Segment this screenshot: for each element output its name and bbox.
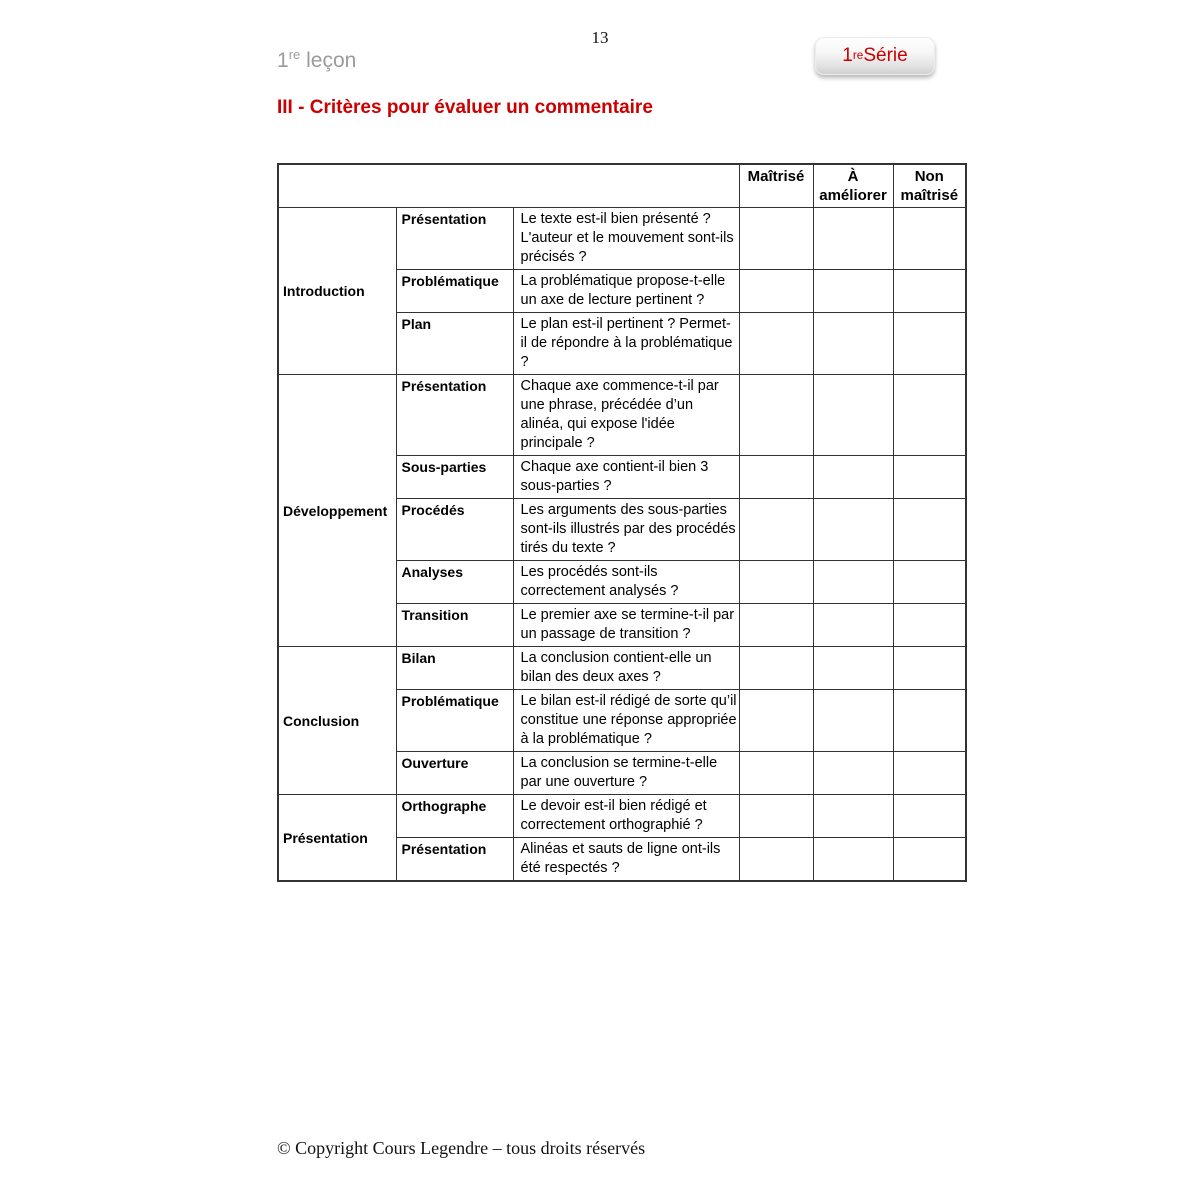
mark-cell-non-maitrise <box>893 208 966 270</box>
criterion-question: La problématique propose-t-elle un axe de lecture pertinent ? <box>513 270 739 313</box>
criterion-question: Chaque axe commence-t-il par une phrase, précédée d’un alinéa, qui expose l'idée principale ? <box>513 375 739 456</box>
mark-cell-non-maitrise <box>893 690 966 752</box>
mark-cell-a-ameliorer <box>813 795 893 838</box>
criterion-label: Bilan <box>396 647 513 690</box>
mark-cell-a-ameliorer <box>813 752 893 795</box>
mark-cell-maitrise <box>739 270 813 313</box>
lesson-ordinal-suffix: re <box>288 47 301 62</box>
section-label-introduction: Introduction <box>278 208 396 375</box>
criterion-question: La conclusion contient-elle un bilan des deux axes ? <box>513 647 739 690</box>
criterion-label: Sous-parties <box>396 456 513 499</box>
mark-cell-non-maitrise <box>893 456 966 499</box>
criterion-label: Présentation <box>396 208 513 270</box>
table-header-row <box>278 164 966 208</box>
criterion-question: Le devoir est-il bien rédigé et correctement orthographié ? <box>513 795 739 838</box>
criterion-label: Orthographe <box>396 795 513 838</box>
empty-header-cell <box>278 164 739 208</box>
mark-cell-a-ameliorer <box>813 270 893 313</box>
criterion-label: Problématique <box>396 690 513 752</box>
mark-cell-non-maitrise <box>893 752 966 795</box>
criterion-question: Les procédés sont-ils correctement analysés ? <box>513 561 739 604</box>
lesson-number: 1 <box>277 49 289 72</box>
mark-cell-a-ameliorer <box>813 375 893 456</box>
mark-cell-maitrise <box>739 499 813 561</box>
mark-cell-non-maitrise <box>893 838 966 882</box>
page-title: III - Critères pour évaluer un commentaire <box>277 97 653 118</box>
series-number: 1 <box>842 45 853 66</box>
criterion-question: Les arguments des sous-parties sont-ils illustrés par des procédés tirés du texte ? <box>513 499 739 561</box>
mark-cell-non-maitrise <box>893 561 966 604</box>
criterion-question: Alinéas et sauts de ligne ont-ils été respectés ? <box>513 838 739 882</box>
mark-cell-a-ameliorer <box>813 690 893 752</box>
series-badge: 1 re Série <box>815 37 935 75</box>
criterion-question: Le texte est-il bien présenté ? L'auteur et le mouvement sont-ils précisés ? <box>513 208 739 270</box>
mark-cell-non-maitrise <box>893 499 966 561</box>
lesson-word: leçon <box>300 49 357 72</box>
criterion-label: Ouverture <box>396 752 513 795</box>
copyright-footer: © Copyright Cours Legendre – tous droits réservés <box>277 1138 646 1158</box>
mark-cell-maitrise <box>739 208 813 270</box>
page-number: 13 <box>591 28 609 47</box>
mark-cell-maitrise <box>739 647 813 690</box>
mark-cell-a-ameliorer <box>813 838 893 882</box>
criterion-label: Présentation <box>396 375 513 456</box>
criterion-label: Procédés <box>396 499 513 561</box>
criterion-question: La conclusion se termine-t-elle par une ouverture ? <box>513 752 739 795</box>
criterion-question: Le plan est-il pertinent ? Permet-il de répondre à la problématique ? <box>513 313 739 375</box>
section-label-developpement: Développement <box>278 375 396 647</box>
mark-cell-maitrise <box>739 313 813 375</box>
criterion-question: Chaque axe contient-il bien 3 sous-parties ? <box>513 456 739 499</box>
mark-cell-maitrise <box>739 752 813 795</box>
lesson-label <box>277 49 356 73</box>
mark-cell-non-maitrise <box>893 375 966 456</box>
mark-cell-non-maitrise <box>893 795 966 838</box>
criteria-table <box>277 163 967 882</box>
mark-cell-non-maitrise <box>893 647 966 690</box>
criterion-label: Analyses <box>396 561 513 604</box>
criterion-question: Le premier axe se termine-t-il par un passage de transition ? <box>513 604 739 647</box>
criterion-question: Le bilan est-il rédigé de sorte qu’il constitue une réponse appropriée à la problématique ? <box>513 690 739 752</box>
col-header-a-ameliorer: À améliorer <box>813 164 893 208</box>
mark-cell-a-ameliorer <box>813 208 893 270</box>
mark-cell-maitrise <box>739 604 813 647</box>
col-header-maitrise: Maîtrisé <box>739 164 813 208</box>
mark-cell-a-ameliorer <box>813 456 893 499</box>
mark-cell-maitrise <box>739 838 813 882</box>
mark-cell-maitrise <box>739 795 813 838</box>
mark-cell-a-ameliorer <box>813 604 893 647</box>
mark-cell-a-ameliorer <box>813 561 893 604</box>
section-label-presentation: Présentation <box>278 795 396 882</box>
col-header-non-maitrise: Non maîtrisé <box>893 164 966 208</box>
mark-cell-maitrise <box>739 375 813 456</box>
table-row <box>278 208 966 270</box>
mark-cell-a-ameliorer <box>813 313 893 375</box>
series-word: Série <box>863 45 908 66</box>
table-row <box>278 795 966 838</box>
mark-cell-maitrise <box>739 456 813 499</box>
mark-cell-a-ameliorer <box>813 499 893 561</box>
mark-cell-non-maitrise <box>893 270 966 313</box>
table-row <box>278 375 966 456</box>
table-row <box>278 647 966 690</box>
criterion-label: Plan <box>396 313 513 375</box>
mark-cell-maitrise <box>739 690 813 752</box>
mark-cell-non-maitrise <box>893 313 966 375</box>
mark-cell-non-maitrise <box>893 604 966 647</box>
criterion-label: Transition <box>396 604 513 647</box>
criterion-label: Problématique <box>396 270 513 313</box>
criterion-label: Présentation <box>396 838 513 882</box>
mark-cell-maitrise <box>739 561 813 604</box>
mark-cell-a-ameliorer <box>813 647 893 690</box>
section-label-conclusion: Conclusion <box>278 647 396 795</box>
